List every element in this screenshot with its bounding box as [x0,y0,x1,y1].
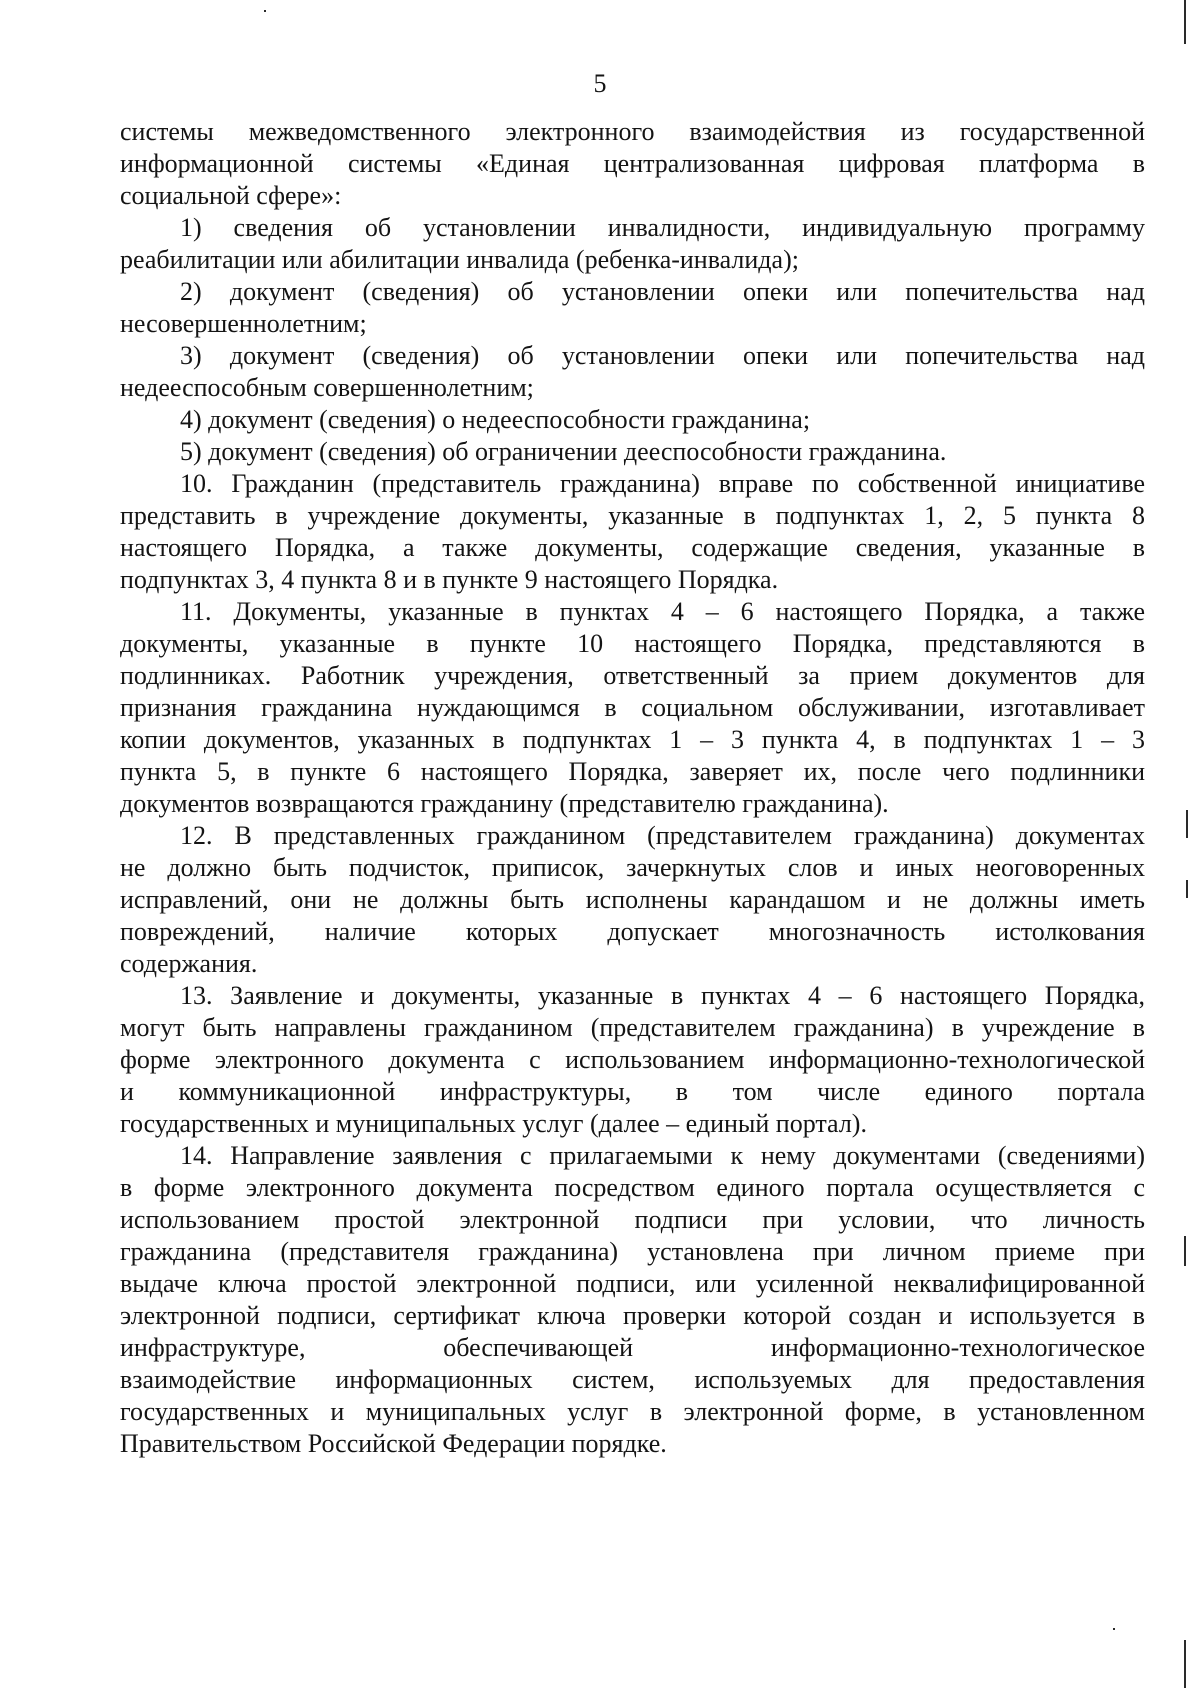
text-line: системы межведомственного электронного взаимодействия из государственной [120,117,1145,146]
text-line: копии документов, указанных в подпунктах 1 – 3 пункта 4, в подпунктах 1 – 3 [120,725,1145,754]
text-line: могут быть направлены гражданином (представителем гражданина) в учреждение в [120,1013,1145,1042]
text-line: настоящего Порядка, а также документы, содержащие сведения, указанные в [120,533,1145,562]
text-line: повреждений, наличие которых допускает многозначность истолкования [120,917,1145,946]
text-line: документы, указанные в пункте 10 настоящего Порядка, представляются в [120,629,1145,658]
text-line: 5) документ (сведения) об ограничении дееспособности гражданина. [180,437,947,466]
text-line: форме электронного документа с использованием информационно-технологической [120,1045,1145,1074]
scan-artifact [1186,880,1188,898]
text-line: несовершеннолетним; [120,309,367,338]
text-line: 1) сведения об установлении инвалидности, индивидуальную программу [180,213,1145,242]
text-line: документов возвращаются гражданину (представителю гражданина). [120,789,889,818]
scan-artifact [1113,1628,1115,1630]
text-line: 10. Гражданин (представитель гражданина) вправе по собственной инициативе [180,469,1145,498]
text-line: информационной системы «Единая централизованная цифровая платформа в [120,149,1145,178]
text-line: подпунктах 3, 4 пункта 8 и в пункте 9 настоящего Порядка. [120,565,779,594]
text-line: использованием простой электронной подписи при условии, что личность [120,1205,1145,1234]
text-line: признания гражданина нуждающимся в социальном обслуживании, изготавливает [120,693,1145,722]
text-line: в форме электронного документа посредством единого портала осуществляется с [120,1173,1145,1202]
text-line: недееспособным совершеннолетним; [120,373,534,402]
page-number: 5 [593,69,607,98]
scan-artifact [1184,1236,1186,1266]
text-line: выдаче ключа простой электронной подписи, или усиленной неквалифицированной [120,1269,1145,1298]
text-line: гражданина (представителя гражданина) установлена при личном приеме при [120,1237,1145,1266]
text-line: социальной сфере»: [120,181,342,210]
text-line: содержания. [120,949,258,978]
scan-artifact [1184,0,1186,44]
text-line: электронной подписи, сертификат ключа проверки которой создан и используется в [120,1301,1145,1330]
text-line: не должно быть подчисток, приписок, зачеркнутых слов и иных неоговоренных [120,853,1145,882]
text-line: 13. Заявление и документы, указанные в пунктах 4 – 6 настоящего Порядка, [180,981,1145,1010]
text-line: взаимодействие информационных систем, используемых для предоставления [120,1365,1145,1394]
text-line: подлинниках. Работник учреждения, ответственный за прием документов для [120,661,1145,690]
text-line: 2) документ (сведения) об установлении опеки или попечительства над [180,277,1145,306]
text-line: государственных и муниципальных услуг в электронной форме, в установленном [120,1397,1145,1426]
text-line: 11. Документы, указанные в пунктах 4 – 6 настоящего Порядка, а также [180,597,1145,626]
text-line: представить в учреждение документы, указанные в подпунктах 1, 2, 5 пункта 8 [120,501,1145,530]
text-line: исправлений, они не должны быть исполнены карандашом и не должны иметь [120,885,1145,914]
text-line: и коммуникационной инфраструктуры, в том числе единого портала [120,1077,1145,1106]
text-line: пункта 5, в пункте 6 настоящего Порядка, заверяет их, после чего подлинники [120,757,1145,786]
text-line: 12. В представленных гражданином (представителем гражданина) документах [180,821,1145,850]
text-line: государственных и муниципальных услуг (далее – единый портал). [120,1109,867,1138]
text-line: инфраструктуре, обеспечивающей информационно-технологическое [120,1333,1145,1362]
text-line: 4) документ (сведения) о недееспособности гражданина; [180,405,811,434]
scan-artifact [1184,1640,1186,1688]
scan-artifact [1186,810,1188,838]
scan-artifact [264,10,266,12]
text-line: Правительством Российской Федерации порядке. [120,1429,667,1458]
text-line: реабилитации или абилитации инвалида (ребенка-инвалида); [120,245,799,274]
text-line: 3) документ (сведения) об установлении опеки или попечительства над [180,341,1145,370]
text-line: 14. Направление заявления с прилагаемыми к нему документами (сведениями) [180,1141,1145,1170]
